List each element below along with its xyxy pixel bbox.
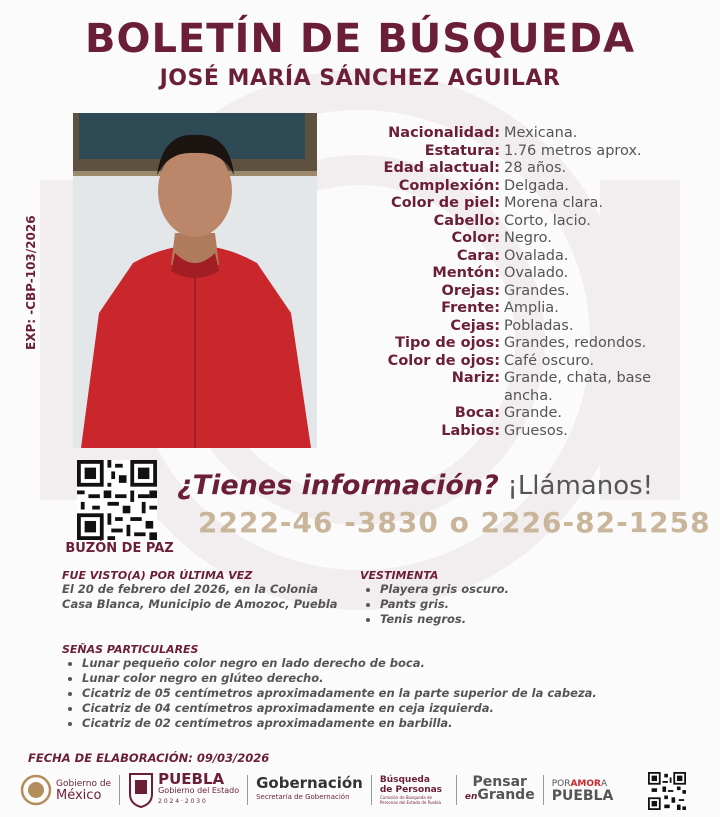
detail-value: Café oscuro.: [504, 352, 595, 369]
logo-mexico-line2: México: [56, 788, 102, 803]
detail-value: 28 años.: [504, 160, 567, 176]
gobierno-mexico-logo: [20, 774, 111, 806]
mexico-seal-icon: [20, 774, 52, 806]
detail-value: Grandes, redondos.: [504, 335, 647, 351]
marks-heading: SEÑAS PARTICULARES: [62, 643, 199, 656]
detail-row: [340, 405, 710, 423]
detail-row: [340, 178, 710, 196]
detail-value: Mexicana.: [504, 125, 578, 141]
detail-value: Morena clara.: [504, 195, 603, 211]
por-amor-a-puebla-logo: [552, 778, 614, 802]
footer-qr-code-icon[interactable]: [648, 772, 686, 810]
clothing-heading: VESTIMENTA: [360, 569, 439, 582]
list-item: • Lunar pequeño color negro en lado derecho de boca.: [82, 656, 712, 671]
detail-label: Cara:: [456, 247, 500, 264]
detail-value: Amplia.: [504, 300, 559, 316]
logo-amor-puebla: PUEBLA: [551, 788, 614, 804]
clothing-list: [360, 582, 660, 627]
busqueda-personas-logo: [380, 775, 448, 805]
list-item: • Playera gris oscuro.: [380, 582, 660, 597]
elaboration-date: FECHA DE ELABORACIÓN: 09/03/2026: [28, 751, 270, 765]
detail-label: Tipo de ojos:: [395, 335, 500, 351]
detail-row: [340, 335, 710, 353]
marks-list: [62, 656, 712, 731]
detail-row: [340, 370, 710, 405]
detail-label: Cabello:: [433, 212, 500, 229]
logo-gob-line1: Gobernación: [256, 774, 363, 792]
puebla-shield-icon: [128, 772, 154, 808]
detail-label: Frente:: [441, 300, 500, 316]
detail-value: Delgada.: [504, 177, 569, 194]
detail-label: Nacionalidad:: [388, 125, 500, 141]
detail-label: Labios:: [441, 422, 500, 439]
buzon-de-paz-label: BUZÓN DE PAZ: [65, 541, 174, 556]
list-item: • Lunar color negro en glúteo derecho.: [82, 671, 712, 686]
qr-code-icon[interactable]: [77, 460, 157, 540]
detail-row: [340, 248, 710, 266]
detail-value: Ovalada.: [504, 247, 569, 264]
list-item: • Tenis negros.: [380, 612, 660, 627]
detail-label: Complexión:: [398, 177, 500, 194]
detail-row: [340, 318, 710, 336]
logo-amor-amor: AMOR: [570, 779, 601, 789]
logo-puebla-line1: PUEBLA: [158, 769, 225, 788]
detail-label: Boca:: [454, 405, 500, 421]
person-photo: [73, 113, 317, 448]
logo-busq-line2: de Personas: [379, 785, 443, 795]
detail-row: [340, 283, 710, 301]
detail-value: Gruesos.: [504, 422, 568, 439]
detail-row: [340, 230, 710, 248]
detail-label: Cejas:: [450, 317, 500, 334]
list-item: • Pants gris.: [380, 597, 660, 612]
logo-mexico-line1: Gobierno de: [56, 779, 112, 789]
detail-row: [340, 300, 710, 318]
logo-puebla-line3: 2 0 2 4 · 2 0 3 0: [158, 797, 206, 805]
logo-divider: [371, 775, 372, 805]
logo-divider: [543, 775, 544, 805]
detail-row: [340, 143, 710, 161]
logo-divider: [119, 775, 120, 805]
pensar-en-grande-logo: [465, 776, 535, 804]
detail-label: Color:: [451, 230, 500, 246]
logo-puebla-line2: Gobierno del Estado: [158, 785, 240, 795]
gobernacion-logo: [256, 776, 363, 804]
logo-divider: [456, 775, 457, 805]
list-item: • Cicatriz de 02 centímetros aproximadamente en barbilla.: [82, 716, 712, 731]
detail-value: 1.76 metros aprox.: [504, 142, 642, 159]
detail-label: Mentón:: [432, 265, 500, 281]
detail-row: [340, 160, 710, 178]
detail-row: [340, 125, 710, 143]
detail-value: Grande.: [504, 405, 563, 421]
logo-busq-line3: Comisión de Búsqueda de Personas del Estado de Puebla: [379, 795, 442, 805]
detail-row: [340, 213, 710, 231]
list-item: • Cicatriz de 04 centímetros aproximadamente en ceja izquierda.: [82, 701, 712, 716]
logo-amor-a: A: [600, 779, 608, 789]
puebla-logo: [128, 769, 240, 808]
detail-row: [340, 423, 710, 441]
logo-pensar-line3: Grande: [477, 787, 535, 803]
expediente-number: EXP: -CBP-103/2026: [24, 215, 38, 350]
logo-busq-line1: Búsqueda: [379, 775, 430, 785]
last-seen-section: [62, 569, 347, 612]
phone-numbers[interactable]: 2222-46 -3830 o 2226-82-1258: [198, 506, 711, 539]
detail-value: Ovalado.: [504, 265, 569, 281]
distinguishing-marks-section: [62, 643, 712, 731]
last-seen-text: El 20 de febrero del 2026, en la Colonia Casa Blanca, Municipio de Amozoc, Puebla: [62, 582, 338, 611]
clothing-section: [360, 569, 660, 627]
detail-value: Grande, chata, base ancha.: [504, 370, 652, 404]
detail-label: Orejas:: [441, 282, 500, 299]
physical-details: [340, 125, 710, 440]
call-us: ¡Llámanos!: [507, 471, 654, 501]
footer-logos: [20, 768, 710, 812]
detail-row: [340, 195, 710, 213]
detail-label: Color de piel:: [391, 195, 500, 211]
logo-gob-line2: Secretaría de Gobernación: [256, 793, 350, 801]
detail-value: Corto, lacio.: [504, 212, 591, 229]
bulletin-title: BOLETÍN DE BÚSQUEDA: [84, 16, 636, 62]
last-seen-heading: FUE VISTO(A) POR ÚLTIMA VEZ: [62, 569, 253, 582]
detail-label: Estatura:: [424, 142, 500, 159]
info-question: ¿Tienes información?: [177, 470, 499, 501]
info-prompt: [177, 470, 653, 501]
logo-pensar-en: en: [464, 792, 478, 802]
logo-pensar-line1: Pensar: [472, 774, 527, 790]
detail-row: [340, 353, 710, 371]
detail-row: [340, 265, 710, 283]
list-item: • Cicatriz de 05 centímetros aproximadamente en la parte superior de la cabeza.: [82, 686, 712, 701]
logo-divider: [247, 775, 248, 805]
detail-label: Color de ojos:: [387, 352, 500, 369]
detail-label: Nariz:: [451, 370, 500, 386]
detail-value: Pobladas.: [504, 317, 574, 334]
detail-value: Negro.: [504, 230, 552, 246]
detail-value: Grandes.: [504, 282, 570, 299]
person-name: JOSÉ MARÍA SÁNCHEZ AGUILAR: [159, 66, 561, 91]
logo-amor-por: POR: [551, 779, 571, 789]
detail-label: Edad alactual:: [383, 160, 500, 176]
